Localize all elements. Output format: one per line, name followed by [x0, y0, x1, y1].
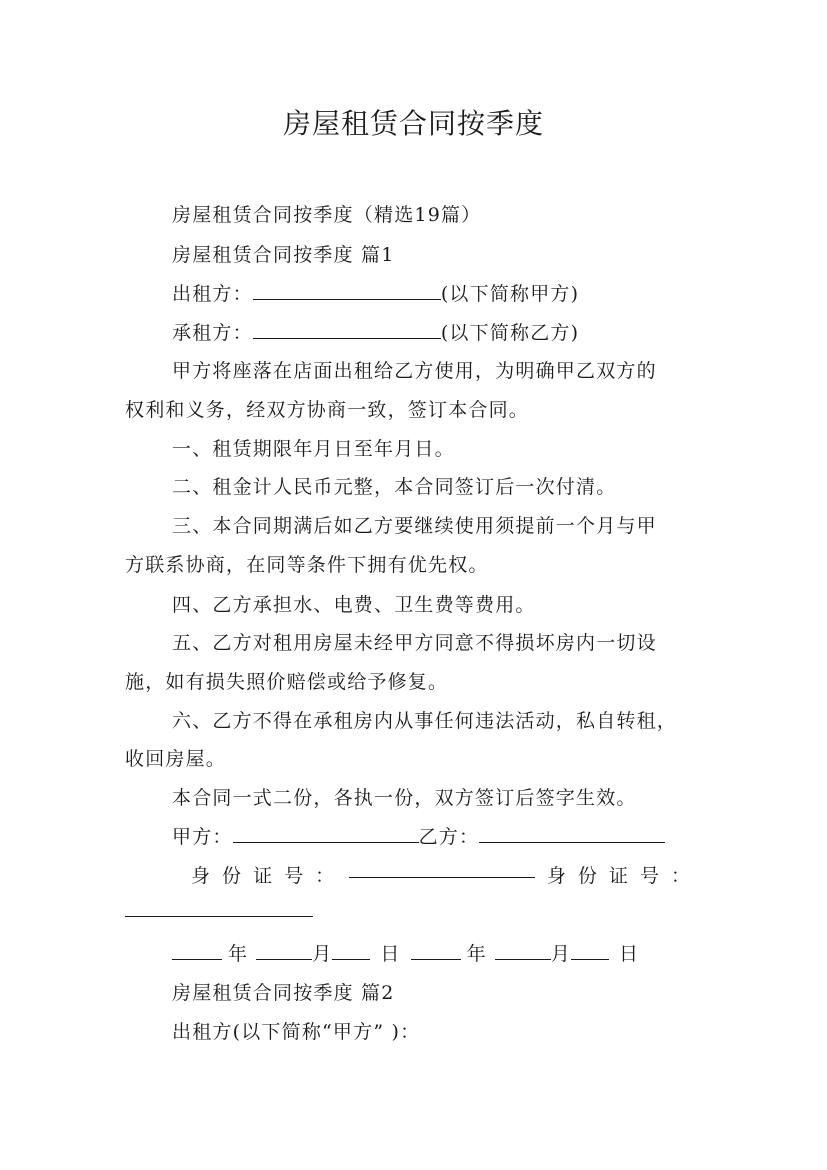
- date-b-year: 年: [466, 943, 487, 965]
- closing-statement: 本合同一式二份，各执一份，双方签订后签字生效。: [172, 787, 637, 809]
- party-b-id-blank-line: [125, 900, 705, 922]
- clause-2: 二、租金计人民币元整，本合同签订后一次付清。: [172, 476, 617, 498]
- date-b-year-blank: [411, 943, 461, 960]
- date-a-year-blank: [172, 943, 222, 960]
- clause-5-line1: 五、乙方对租用房屋未经甲方同意不得损坏房内一切设: [172, 632, 657, 654]
- date-b-day: 日: [619, 943, 640, 965]
- section-heading-1: 房屋租赁合同按季度 篇1: [172, 244, 395, 266]
- party-a-sign-blank: [233, 826, 419, 843]
- lessee-blank: [253, 322, 441, 339]
- clause-5-line2: 施，如有损失照价赔偿或给予修复。: [125, 671, 449, 693]
- party-a-id-label: 身 份 证 号 ：: [191, 865, 338, 887]
- date-a-year: 年: [228, 943, 249, 965]
- party-b-sign-label: 乙方：: [418, 826, 480, 848]
- id-number-line: [125, 861, 693, 888]
- clause-4: 四、乙方承担水、电费、卫生费等费用。: [172, 594, 536, 616]
- signature-line: [125, 822, 705, 849]
- document-title: 房屋租赁合同按季度: [282, 107, 544, 140]
- date-a-month-blank: [256, 943, 312, 960]
- lessee-line: [125, 318, 705, 345]
- lessor-line: [125, 279, 705, 306]
- clause-3-line1: 三、本合同期满后如乙方要继续使用须提前一个月与甲: [172, 515, 657, 537]
- date-b-day-blank: [571, 943, 609, 960]
- intro-paragraph-line2: 权利和义务，经双方协商一致，签订本合同。: [125, 399, 530, 421]
- party-b-sign-blank: [479, 826, 665, 843]
- subtitle: 房屋租赁合同按季度（精选19篇）: [172, 204, 482, 226]
- party-b-id-label: 身 份 证 号 ：: [546, 865, 693, 887]
- date-b-month-blank: [495, 943, 551, 960]
- lessee-label: 承租方：: [172, 322, 253, 344]
- lessor-blank: [253, 283, 441, 300]
- clause-6-line1: 六、乙方不得在承租房内从事任何违法活动，私自转租，: [172, 710, 678, 732]
- date-b-month: 月: [550, 943, 572, 965]
- date-a-month: 月: [312, 943, 333, 965]
- party-b-id-blank: [125, 900, 313, 917]
- date-a-day-blank: [332, 943, 370, 960]
- lessor-label: 出租方：: [172, 283, 253, 305]
- lessee-suffix: (以下简称乙方): [440, 322, 580, 344]
- party-a-sign-label: 甲方：: [172, 826, 233, 848]
- section-heading-2: 房屋租赁合同按季度 篇2: [172, 982, 395, 1004]
- clause-3-line2: 方联系协商，在同等条件下拥有优先权。: [125, 554, 489, 576]
- lessor-line-2: 出租方(以下简称“甲方” )：: [172, 1021, 421, 1043]
- intro-paragraph-line1: 甲方将座落在店面出租给乙方使用，为明确甲乙双方的: [172, 360, 657, 382]
- date-a-day: 日: [380, 943, 401, 965]
- lessor-suffix: (以下简称甲方): [440, 283, 580, 305]
- date-line: [125, 939, 705, 966]
- party-a-id-blank: [349, 861, 535, 878]
- clause-6-line2: 收回房屋。: [125, 748, 227, 770]
- clause-1: 一、租赁期限年月日至年月日。: [172, 438, 455, 460]
